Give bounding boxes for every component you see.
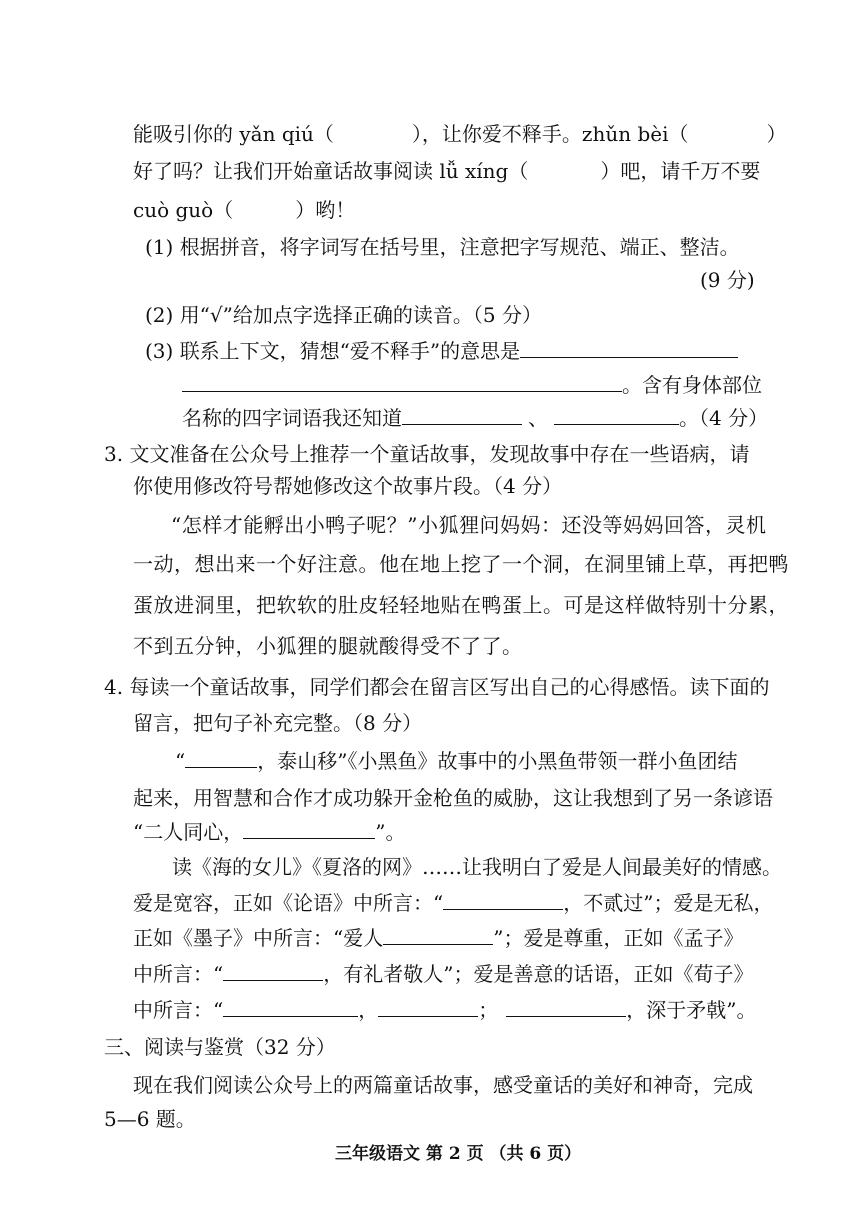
passage-line-3: cuò guò（ ）哟！ — [133, 198, 356, 222]
passage-line-2: 好了吗？让我们开始童话故事阅读 lǚ xíng（ ）吧，请千万不要 — [133, 159, 761, 183]
question-4-title-cont: 留言，把句子补充完整。（8 分） — [133, 711, 423, 735]
answer-blank[interactable] — [185, 749, 257, 768]
question-4-para-b-line-4: 中所言：“ ，有礼者敬人”；爱是善意的话语，正如《荀子》 — [133, 962, 754, 986]
answer-blank[interactable] — [182, 373, 622, 392]
section-3-intro-line-1: 现在我们阅读公众号上的两篇童话故事，感受童话的美好和神奇，完成 — [133, 1073, 753, 1097]
question-4-para-b-line-2: 爱是宽容，正如《论语》中所言：“ ，不贰过”；爱是无私， — [133, 891, 774, 915]
answer-blank[interactable] — [223, 962, 323, 981]
answer-blank[interactable] — [443, 891, 563, 910]
answer-blank[interactable] — [506, 998, 626, 1017]
section-3-intro-line-2: 5—6 题。 — [104, 1107, 196, 1131]
answer-blank[interactable] — [243, 820, 375, 839]
answer-blank[interactable] — [383, 926, 493, 945]
question-4-para-a-line-3: “二人同心， ”。 — [133, 820, 406, 844]
answer-blank[interactable] — [402, 406, 522, 425]
question-3-title-cont: 你使用修改符号帮她修改这个故事片段。（4 分） — [133, 474, 563, 498]
question-2-1: (1) 根据拼音，将字词写在括号里，注意把字写规范、端正、整洁。 — [145, 235, 740, 259]
page-footer: 三年级语文 第 2 页 （共 6 页） — [335, 1144, 582, 1164]
story-paragraph-line: 一动，想出来一个好注意。他在地上挖了一个洞，在洞里铺上草，再把鸭 — [133, 552, 789, 576]
answer-blank[interactable] — [378, 998, 478, 1017]
question-3-title: 3. 文文准备在公众号上推荐一个童话故事，发现故事中存在一些语病，请 — [104, 442, 750, 466]
question-2-3-words: 名称的四字词语我还知道 、 。（4 分） — [182, 406, 769, 430]
answer-blank[interactable] — [554, 406, 679, 425]
story-paragraph-line: 蛋放进洞里，把软软的肚皮轻轻地贴在鸭蛋上。可是这样做特别十分累， — [133, 593, 789, 617]
question-2-3: (3) 联系上下文，猜想“爱不释手”的意思是 — [145, 337, 738, 365]
story-paragraph-line: 不到五分钟，小狐狸的腿就酸得受不了了。 — [133, 634, 523, 658]
question-4-para-a-line-1: “ ，泰山移”《小黑鱼》故事中的小黑鱼带领一群小鱼团结 — [175, 749, 738, 773]
question-2-2: (2) 用“√”给加点字选择正确的读音。（5 分） — [145, 303, 542, 327]
question-4-para-b-line-5: 中所言：“ ， ； ，深于矛戟”。 — [133, 998, 757, 1022]
question-2-1-score: (9 分) — [700, 268, 755, 292]
passage-line-1: 能吸引你的 yǎn qiú（ ），让你爱不释手。zhǔn bèi（ ） — [133, 122, 787, 146]
section-3-heading: 三、阅读与鉴赏（32 分） — [104, 1035, 336, 1059]
question-4-para-b-line-1: 读《海的女儿》《夏洛的网》……让我明白了爱是人间最美好的情感。 — [172, 855, 782, 879]
answer-blank[interactable] — [223, 998, 358, 1017]
question-4-para-a-line-2: 起来，用智慧和合作才成功躲开金枪鱼的威胁，这让我想到了另一条谚语 — [133, 786, 773, 810]
answer-blank[interactable] — [520, 339, 738, 358]
question-4-title: 4. 每读一个童话故事，同学们都会在留言区写出自己的心得感悟。读下面的 — [104, 675, 770, 699]
question-2-3-cont: 。含有身体部位 — [182, 371, 762, 399]
question-4-para-b-line-3: 正如《墨子》中所言：“爱人 ”；爱是尊重，正如《孟子》 — [133, 926, 744, 950]
story-paragraph-line: “怎样才能孵出小鸭子呢？”小狐狸问妈妈：还没等妈妈回答，灵机 — [171, 513, 767, 537]
